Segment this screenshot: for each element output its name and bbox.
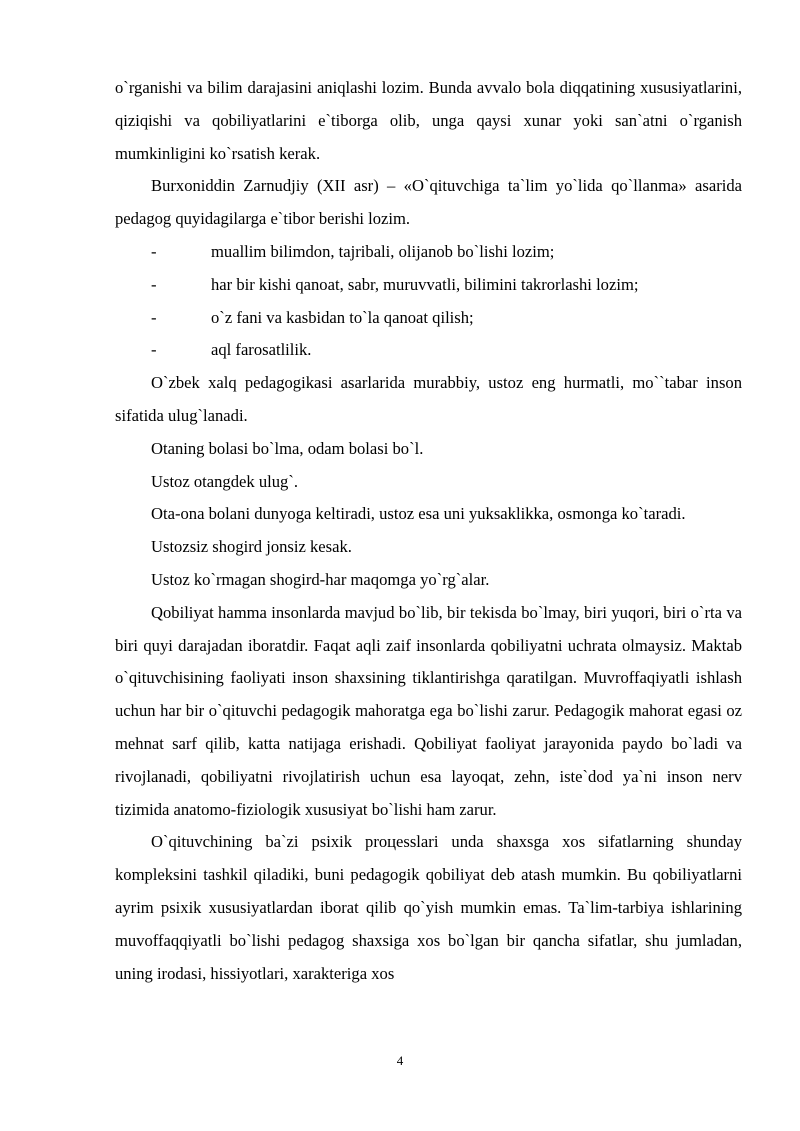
proverb-5: Ustoz ko`rmagan shogird-har maqomga yo`rg`alar. [151, 569, 490, 589]
list-item-text: muallim bilimdon, tajribali, olijanob bo`lishi lozim; [211, 241, 555, 261]
paragraph-9: Qobiliyat hamma insonlarda mavjud bo`lib, bir tekisda bo`lmay, biri yuqori, biri o`rta va biri quyi darajadan iboratdir. Faqat aqli zaif insonlarda qobiliyatni uchrata olmaysiz. Maktab o`qituvchisining faoliyati inson shaxsining tiklantirishga qaratilgan. Muvroffaqiyatli ishlash uchun har bir o`qituvchi pedagogik mahoratga ega bo`lishi zarur. Pedagogik mahorat egasi oz mehnat sarf qilib, katta natijaga erishadi. Qobiliyat faoliyat jarayonida paydo bo`ladi va rivojlanadi, qobiliyatni rivojlatirish uchun esa layoqat, zehn, iste`dod ya`ni inson nerv tizimida anatomo-fiziologik xususiyat bo`lishi ham zarur. [115, 602, 742, 819]
list-dash: - [151, 340, 157, 360]
proverb-1: Otaning bolasi bo`lma, odam bolasi bo`l. [151, 438, 424, 458]
list-dash: - [151, 307, 157, 327]
proverb-2: Ustoz otangdek ulug`. [151, 471, 299, 491]
list-dash: - [151, 274, 157, 294]
page-body [115, 72, 742, 990]
list-item-text: har bir kishi qanoat, sabr, muruvvatli, bilimini takrorlashi lozim; [211, 274, 639, 294]
paragraph-1: o`rganishi va bilim darajasini aniqlashi lozim. Bunda avvalo bola diqqatining xususiyatlarini, qiziqishi va qobiliyatlarini e`tiborga olib, unga qaysi xunar yoki san`atni o`rganish mumkinligini ko`rsatish kerak. [115, 78, 742, 163]
page-number: 4 [396, 1053, 404, 1068]
paragraph-2: Burxoniddin Zarnudjiy (XII asr) – «O`qituvchiga ta`lim yo`lida qo`llanma» asarida pedagog quyidagilarga e`tibor berishi lozim. [115, 176, 742, 229]
list-item [115, 302, 742, 335]
bullet-list [115, 236, 742, 367]
list-dash: - [151, 241, 157, 261]
list-item-text: aql farosatlilik. [211, 340, 312, 360]
proverb-3: Ota-ona bolani dunyoga keltiradi, ustoz esa uni yuksaklikka, osmonga ko`taradi. [151, 504, 686, 524]
proverb-4: Ustozsiz shogird jonsiz kesak. [151, 537, 352, 557]
list-item [115, 236, 742, 269]
list-item [115, 269, 742, 302]
paragraph-3: O`zbek xalq pedagogikasi asarlarida murabbiy, ustoz eng hurmatli, mo``tabar inson sifatida ulug`lanadi. [115, 373, 742, 425]
list-item-text: o`z fani va kasbidan to`la qanoat qilish; [211, 307, 474, 327]
paragraph-10: O`qituvchining ba`zi psixik proцesslari unda shaxsga xos sifatlarning shunday kompleksini tashkil qiladiki, buni pedagogik qobiliyat deb atash mumkin. Bu qobiliyatlarni ayrim psixik xususiyatlardan iborat qilib qo`yish mumkin emas. Ta`lim-tarbiya ishlarining muvoffaqqiyatli bo`lishi pedagog shaxsiga xos bo`lgan bir qancha sifatlar, shu jumladan, uning irodasi, hissiyotlari, xarakteriga xos [115, 832, 742, 983]
list-item [115, 334, 742, 367]
